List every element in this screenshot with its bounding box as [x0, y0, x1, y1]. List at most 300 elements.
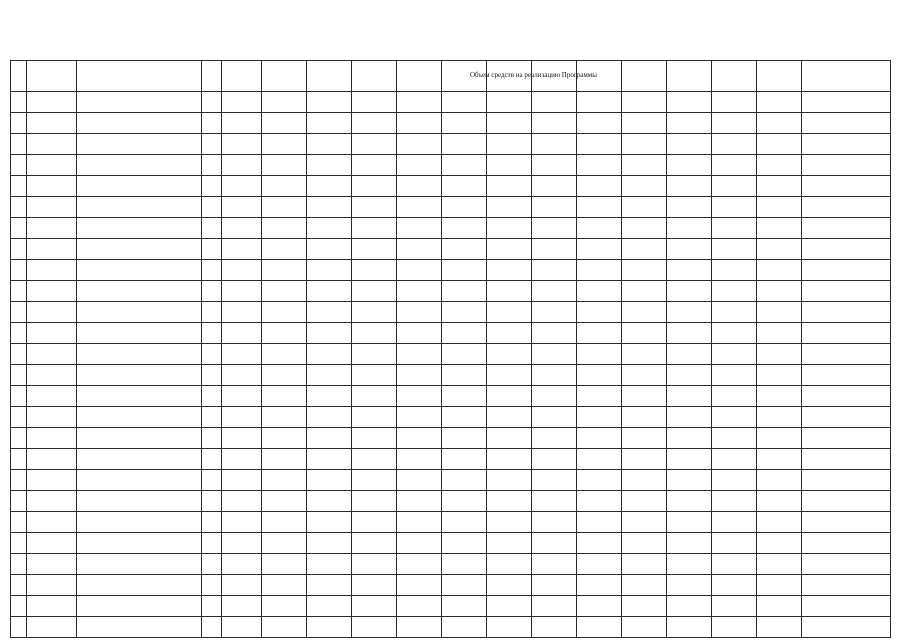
table-cell: [442, 197, 487, 218]
table-cell: [667, 470, 712, 491]
table-cell: [487, 512, 532, 533]
table-cell: [202, 365, 222, 386]
table-cell: [802, 386, 891, 407]
table-cell: [352, 218, 397, 239]
table-cell: [352, 344, 397, 365]
table-cell: [757, 113, 802, 134]
table-cell: [532, 554, 577, 575]
table-cell: [27, 533, 77, 554]
table-cell: [712, 407, 757, 428]
table-cell: [442, 428, 487, 449]
table-cell: [307, 239, 352, 260]
table-row: [11, 218, 891, 239]
table-cell: [667, 428, 712, 449]
table-cell: [307, 617, 352, 638]
table-cell: [487, 218, 532, 239]
table-cell: [262, 575, 307, 596]
table-cell: [712, 218, 757, 239]
table-cell: [622, 155, 667, 176]
table-cell: [487, 239, 532, 260]
table-cell: [352, 113, 397, 134]
table-row: [11, 176, 891, 197]
table-cell: [622, 428, 667, 449]
table-cell: [622, 92, 667, 113]
table-row: [11, 344, 891, 365]
table-cell: [442, 596, 487, 617]
table-cell: [27, 407, 77, 428]
table-cell: [802, 134, 891, 155]
table-row: [11, 260, 891, 281]
table-cell: [77, 491, 202, 512]
table-cell: [222, 554, 262, 575]
table-row: [11, 386, 891, 407]
table-cell: [667, 281, 712, 302]
table-cell: [487, 323, 532, 344]
table-cell: [202, 428, 222, 449]
table-cell: [532, 491, 577, 512]
table-cell: [667, 197, 712, 218]
table-cell: [757, 92, 802, 113]
table-cell: [622, 302, 667, 323]
table-cell: [11, 176, 27, 197]
table-cell: [352, 428, 397, 449]
table-cell: [77, 596, 202, 617]
table-cell: [222, 596, 262, 617]
table-cell: [307, 281, 352, 302]
table-cell: [487, 386, 532, 407]
table-cell: [532, 575, 577, 596]
table-cell: [577, 365, 622, 386]
table-cell: [442, 260, 487, 281]
table-cell: [352, 407, 397, 428]
table-cell: [11, 281, 27, 302]
table-cell: [262, 512, 307, 533]
table-cell: [712, 470, 757, 491]
table-cell: [712, 281, 757, 302]
table-cell: [757, 239, 802, 260]
table-cell: [222, 260, 262, 281]
table-cell: [352, 134, 397, 155]
table-cell: [27, 596, 77, 617]
table-cell: [532, 260, 577, 281]
table-cell: [202, 407, 222, 428]
table-cell: [397, 92, 442, 113]
table-cell: [532, 302, 577, 323]
table-cell: [532, 113, 577, 134]
table-cell: [442, 218, 487, 239]
table-cell: [802, 92, 891, 113]
table-cell: [77, 92, 202, 113]
table-cell: [757, 61, 802, 92]
table-cell: [622, 407, 667, 428]
table-cell: [532, 365, 577, 386]
table-cell: [712, 134, 757, 155]
table-cell: [352, 92, 397, 113]
table-cell: [802, 596, 891, 617]
table-cell: [27, 512, 77, 533]
table-cell: [202, 344, 222, 365]
table-cell: [352, 512, 397, 533]
table-cell: [712, 113, 757, 134]
table-cell: [667, 491, 712, 512]
table-cell: [262, 491, 307, 512]
table-cell: [262, 323, 307, 344]
table-cell: [667, 61, 712, 92]
table-cell: [307, 533, 352, 554]
table-cell: [667, 554, 712, 575]
table-cell: [262, 449, 307, 470]
table-cell: [397, 281, 442, 302]
table-cell: [202, 575, 222, 596]
table-cell: [802, 218, 891, 239]
table-cell: [397, 470, 442, 491]
table-cell: [622, 449, 667, 470]
table-cell: [757, 386, 802, 407]
table-cell: [667, 575, 712, 596]
table-cell: [262, 176, 307, 197]
table-cell: [802, 61, 891, 92]
table-cell: [262, 260, 307, 281]
table-cell: [307, 470, 352, 491]
table-cell: [442, 554, 487, 575]
table-cell: [352, 155, 397, 176]
table-cell: [577, 113, 622, 134]
table-cell: [307, 323, 352, 344]
table-cell: [27, 176, 77, 197]
table-cell: [27, 92, 77, 113]
table-cell: [27, 449, 77, 470]
table-cell: [262, 92, 307, 113]
table-row: [11, 596, 891, 617]
table-cell: [532, 155, 577, 176]
table-cell: [262, 155, 307, 176]
table-cell: [532, 281, 577, 302]
table-cell: [712, 323, 757, 344]
table-cell: [532, 176, 577, 197]
table-cell: [667, 134, 712, 155]
table-cell: [77, 344, 202, 365]
table-cell: [397, 554, 442, 575]
table-cell: [77, 197, 202, 218]
table-cell: [11, 323, 27, 344]
table-cell: [577, 92, 622, 113]
table-cell: [532, 512, 577, 533]
table-cell: [352, 449, 397, 470]
table-cell: [487, 344, 532, 365]
table-cell: [442, 365, 487, 386]
table-cell: [352, 302, 397, 323]
table-cell: [622, 281, 667, 302]
table-cell: [577, 218, 622, 239]
table-cell: [202, 197, 222, 218]
table-cell: [307, 218, 352, 239]
table-cell: [262, 554, 307, 575]
table-cell: [202, 512, 222, 533]
table-cell: [442, 386, 487, 407]
table-cell: [667, 176, 712, 197]
table-cell: [222, 575, 262, 596]
table-cell: [397, 176, 442, 197]
table-cell: [487, 491, 532, 512]
table-cell: [27, 617, 77, 638]
table-cell: [532, 617, 577, 638]
table-cell: [577, 344, 622, 365]
table-cell: [262, 428, 307, 449]
table-cell: [712, 512, 757, 533]
table-cell: [307, 575, 352, 596]
table-cell: [442, 176, 487, 197]
table-cell: [667, 617, 712, 638]
table-cell: [802, 281, 891, 302]
table-cell: [442, 575, 487, 596]
table-cell: [487, 281, 532, 302]
table-cell: [622, 344, 667, 365]
table-cell: [442, 302, 487, 323]
table-cell: [442, 407, 487, 428]
table-cell: [397, 323, 442, 344]
table-cell: [307, 92, 352, 113]
table-cell: [11, 239, 27, 260]
table-cell: [397, 491, 442, 512]
table-cell: [262, 113, 307, 134]
table-cell: [442, 239, 487, 260]
table-cell: [352, 596, 397, 617]
table-cell: [397, 386, 442, 407]
table-cell: [667, 407, 712, 428]
table-cell: [577, 470, 622, 491]
table-cell: [77, 617, 202, 638]
table-cell: [622, 365, 667, 386]
table-title: Объем средств на реализацию Программы: [470, 71, 597, 79]
table-cell: [352, 470, 397, 491]
table-cell: [577, 155, 622, 176]
table-cell: [802, 239, 891, 260]
table-cell: [712, 61, 757, 92]
table-cell: [262, 470, 307, 491]
table-cell: [802, 428, 891, 449]
table-cell: [352, 323, 397, 344]
table-cell: [352, 365, 397, 386]
table-cell: [397, 113, 442, 134]
table-cell: [442, 617, 487, 638]
table-row: [11, 533, 891, 554]
table-cell: [802, 449, 891, 470]
table-row: [11, 323, 891, 344]
table-cell: [397, 302, 442, 323]
table-cell: [77, 155, 202, 176]
table-cell: [397, 365, 442, 386]
table-cell: [307, 113, 352, 134]
table-cell: [307, 197, 352, 218]
table-cell: [77, 281, 202, 302]
table-cell: [11, 512, 27, 533]
table-cell: [202, 176, 222, 197]
table-cell: [487, 428, 532, 449]
table-cell: [712, 344, 757, 365]
table-cell: [222, 155, 262, 176]
table-cell: [622, 575, 667, 596]
table-cell: [77, 407, 202, 428]
table-cell: [202, 554, 222, 575]
table-cell: [27, 554, 77, 575]
table-cell: [202, 617, 222, 638]
table-cell: [577, 176, 622, 197]
table-cell: [222, 218, 262, 239]
table-cell: [802, 512, 891, 533]
table-cell: [442, 323, 487, 344]
table-cell: [487, 260, 532, 281]
table-row: [11, 554, 891, 575]
table-cell: [712, 449, 757, 470]
table-cell: [202, 155, 222, 176]
table-cell: [11, 260, 27, 281]
table-cell: [397, 533, 442, 554]
funding-table: [10, 60, 891, 638]
table-cell: [202, 533, 222, 554]
table-cell: [352, 281, 397, 302]
table-cell: [11, 617, 27, 638]
table-cell: [757, 155, 802, 176]
table-cell: [577, 260, 622, 281]
table-cell: [802, 323, 891, 344]
table-cell: [757, 533, 802, 554]
table-cell: [712, 302, 757, 323]
table-cell: [577, 323, 622, 344]
table-cell: [442, 470, 487, 491]
table-cell: [202, 491, 222, 512]
table-cell: [222, 512, 262, 533]
table-cell: [352, 61, 397, 92]
table-cell: [802, 533, 891, 554]
table-cell: [77, 218, 202, 239]
table-cell: [802, 554, 891, 575]
table-cell: [622, 176, 667, 197]
table-cell: [11, 92, 27, 113]
table-cell: [77, 533, 202, 554]
table-cell: [802, 470, 891, 491]
table-cell: [77, 176, 202, 197]
table-cell: [577, 512, 622, 533]
table-cell: [757, 470, 802, 491]
table-cell: [757, 344, 802, 365]
table-cell: [202, 218, 222, 239]
table-cell: [77, 239, 202, 260]
table-cell: [757, 575, 802, 596]
table-cell: [262, 302, 307, 323]
table-cell: [532, 428, 577, 449]
table-cell: [397, 155, 442, 176]
table-cell: [667, 386, 712, 407]
table-cell: [667, 302, 712, 323]
table-cell: [11, 134, 27, 155]
table-cell: [442, 449, 487, 470]
table-cell: [757, 134, 802, 155]
table-cell: [222, 449, 262, 470]
table-cell: [11, 449, 27, 470]
table-cell: [307, 407, 352, 428]
table-row: [11, 302, 891, 323]
table-cell: [77, 470, 202, 491]
table-cell: [352, 554, 397, 575]
table-cell: [222, 470, 262, 491]
table-cell: [712, 575, 757, 596]
table-cell: [577, 428, 622, 449]
table-cell: [487, 407, 532, 428]
table-cell: [442, 281, 487, 302]
table-cell: [487, 155, 532, 176]
table-cell: [577, 617, 622, 638]
table-cell: [487, 533, 532, 554]
table-cell: [667, 344, 712, 365]
table-row: [11, 491, 891, 512]
table-cell: [577, 197, 622, 218]
table-cell: [307, 260, 352, 281]
table-cell: [352, 260, 397, 281]
table-cell: [577, 386, 622, 407]
table-cell: [487, 302, 532, 323]
table-cell: [712, 260, 757, 281]
table-cell: [27, 365, 77, 386]
table-cell: [667, 512, 712, 533]
table-cell: [802, 113, 891, 134]
table-cell: [622, 533, 667, 554]
table-cell: [712, 176, 757, 197]
table-cell: [712, 386, 757, 407]
table-cell: [77, 61, 202, 92]
table-cell: [307, 61, 352, 92]
table-cell: [27, 113, 77, 134]
table-cell: [802, 197, 891, 218]
table-cell: [262, 61, 307, 92]
table-cell: [712, 596, 757, 617]
table-cell: [262, 386, 307, 407]
table-cell: [27, 344, 77, 365]
table-cell: [27, 491, 77, 512]
table-cell: [11, 470, 27, 491]
table-cell: [442, 533, 487, 554]
table-cell: [487, 92, 532, 113]
table-cell: [352, 617, 397, 638]
table-cell: [27, 155, 77, 176]
table-cell: [757, 554, 802, 575]
table-cell: [802, 365, 891, 386]
table-cell: [222, 533, 262, 554]
table-row: [11, 365, 891, 386]
table-cell: [532, 323, 577, 344]
table-cell: [532, 449, 577, 470]
table-cell: [622, 260, 667, 281]
table-cell: [11, 155, 27, 176]
table-cell: [352, 176, 397, 197]
table-cell: [622, 134, 667, 155]
table-cell: [222, 428, 262, 449]
table-cell: [222, 491, 262, 512]
table-cell: [307, 428, 352, 449]
table-cell: [11, 596, 27, 617]
table-cell: [262, 281, 307, 302]
table-cell: [487, 554, 532, 575]
table-cell: [77, 134, 202, 155]
table-cell: [532, 92, 577, 113]
table-cell: [757, 512, 802, 533]
table-cell: [532, 197, 577, 218]
table-cell: [577, 596, 622, 617]
table-cell: [77, 113, 202, 134]
table-cell: [577, 554, 622, 575]
table-cell: [757, 596, 802, 617]
table-cell: [202, 470, 222, 491]
table-cell: [532, 407, 577, 428]
